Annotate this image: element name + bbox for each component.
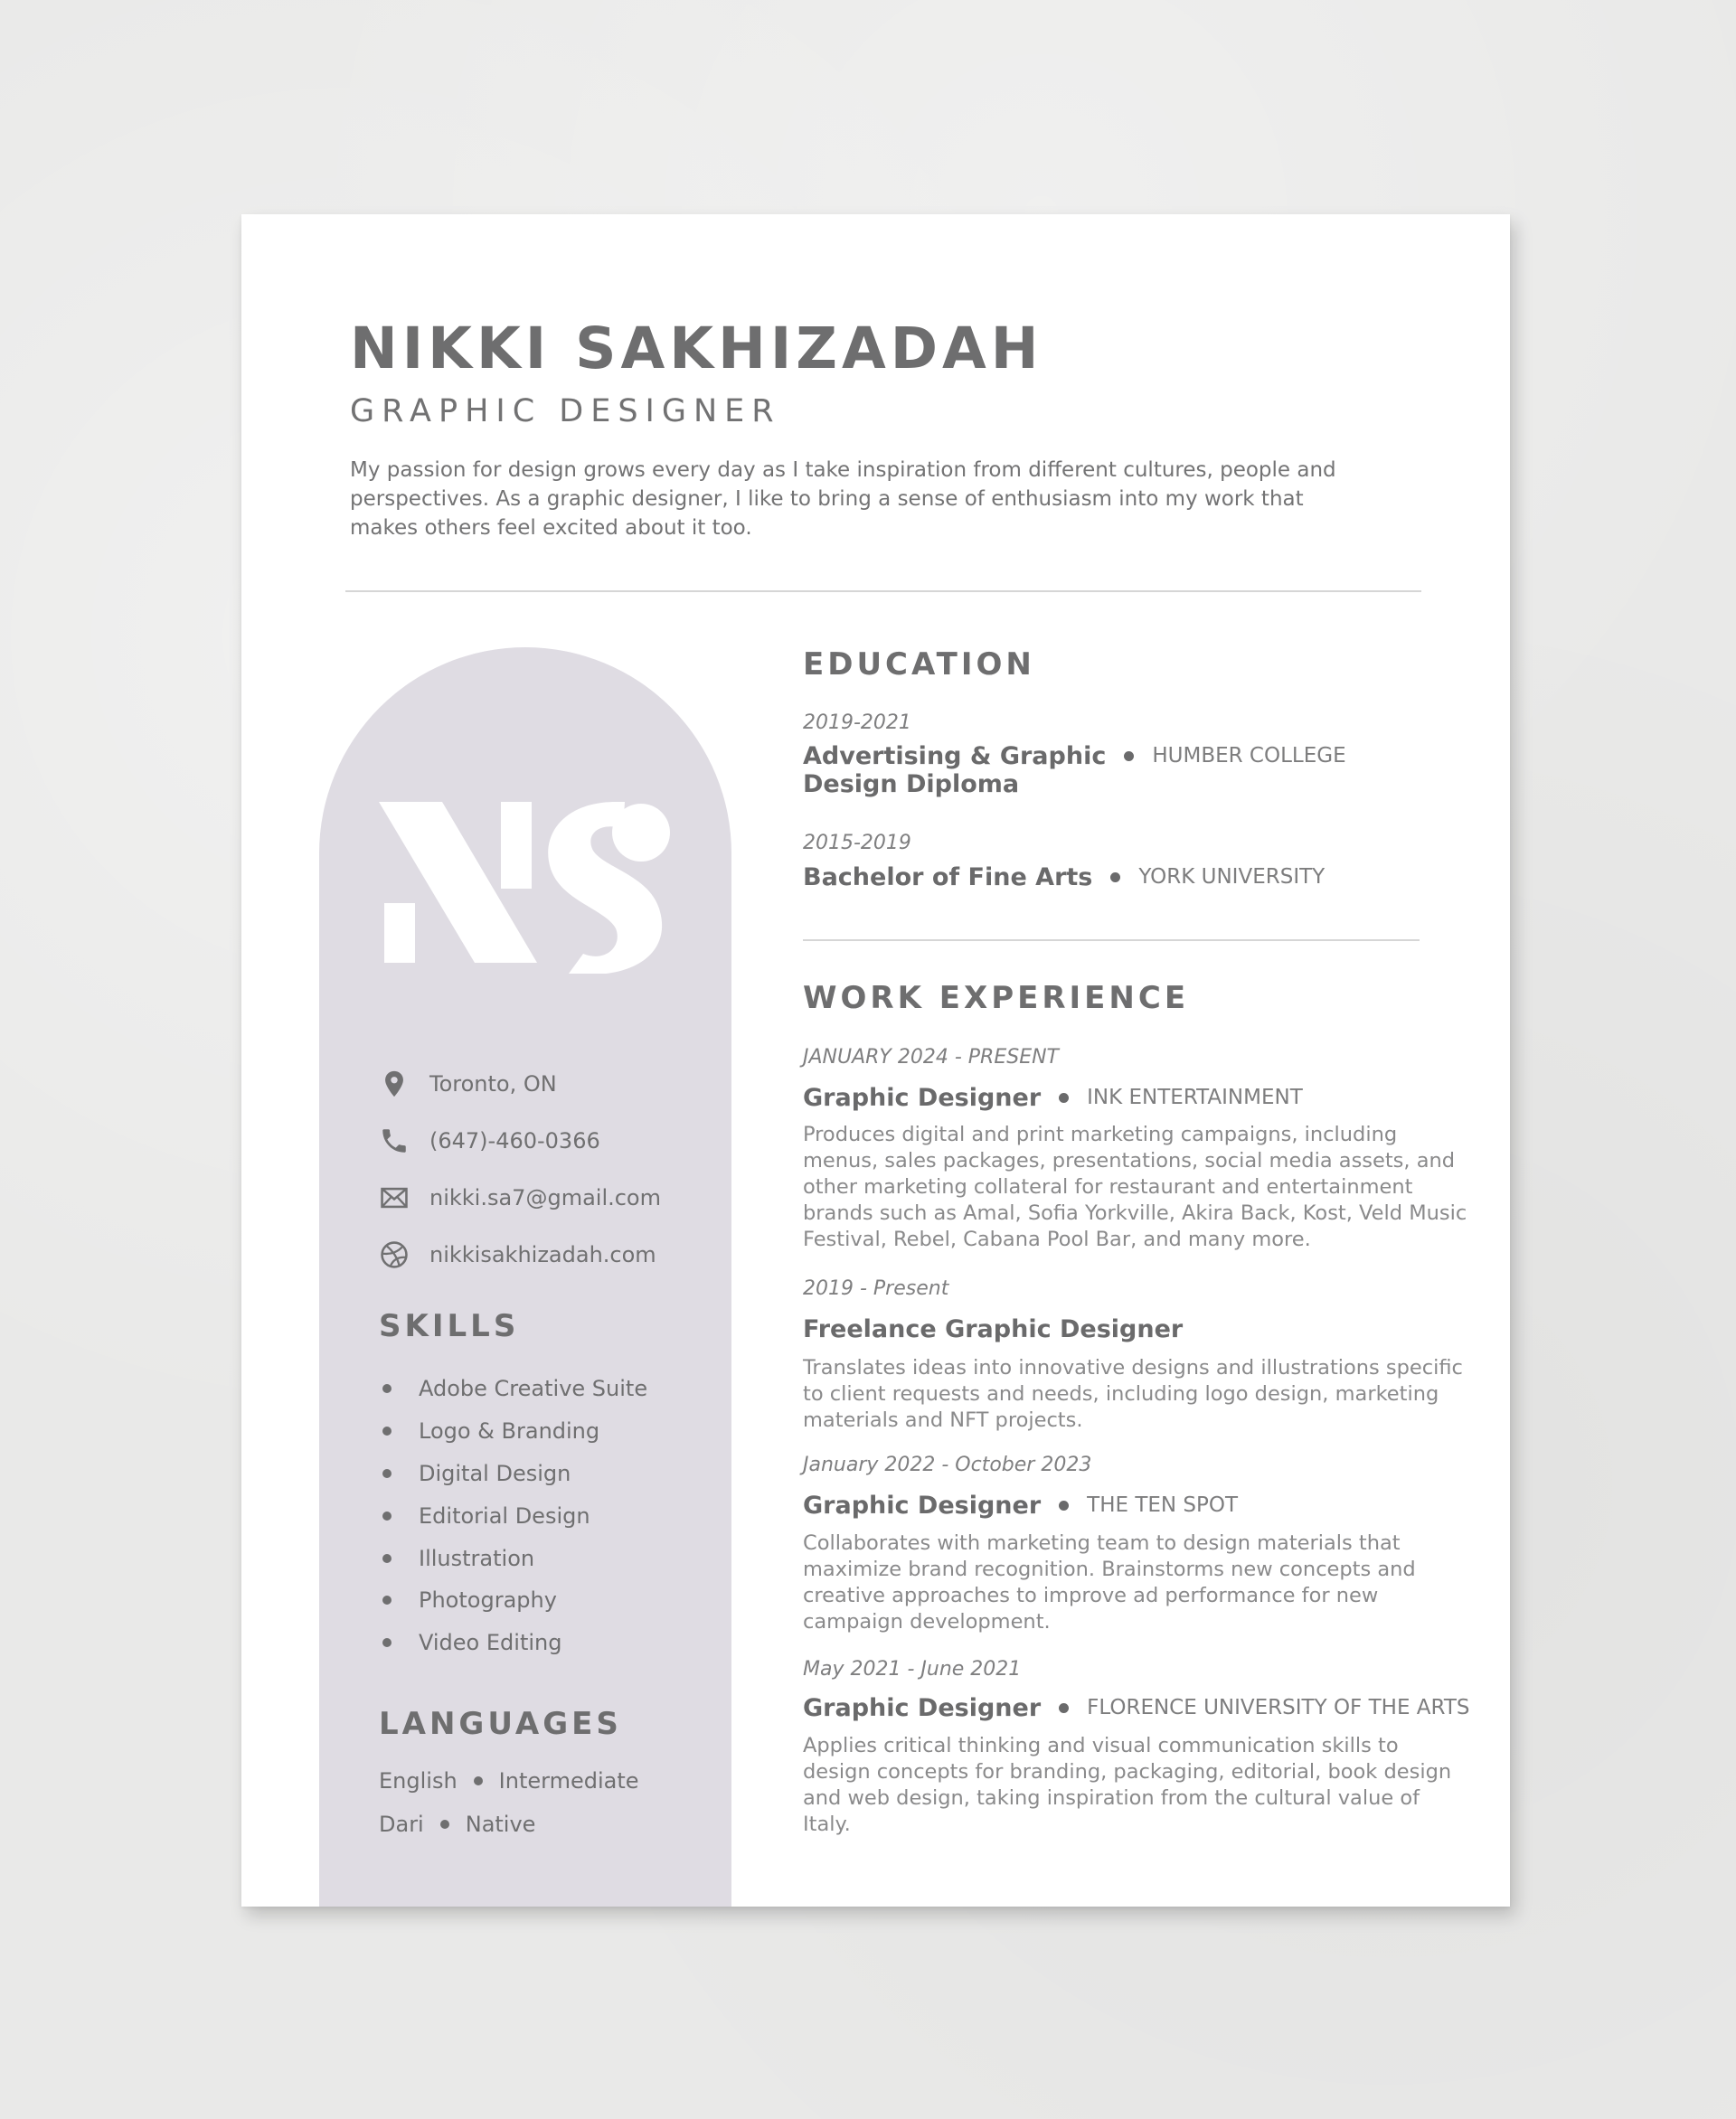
- work-description: Collaborates with marketing team to design materials that maximize brand recognition. Brainstorms new concepts and creative approaches to improve ad performance for new campaign development.: [803, 1531, 1416, 1634]
- header-divider: [345, 590, 1421, 592]
- company-name: FLORENCE UNIVERSITY OF THE ARTS: [1087, 1696, 1470, 1719]
- skill-item: Photography: [382, 1585, 557, 1615]
- work-entry-title: [803, 1084, 1303, 1112]
- language-level: Native: [465, 1812, 536, 1837]
- contact-website[interactable]: [379, 1237, 656, 1273]
- contact-phone: [379, 1123, 600, 1159]
- bullet-icon: [1059, 1501, 1069, 1511]
- bullet-icon: [382, 1512, 392, 1521]
- education-dates: 2019-2021: [803, 711, 911, 734]
- work-dates: May 2021 - June 2021: [803, 1658, 1022, 1681]
- phone-text: (647)-460-0366: [429, 1128, 600, 1154]
- role-title: Graphic Designer: [803, 1694, 1042, 1722]
- education-dates: 2015-2019: [803, 832, 911, 854]
- section-divider: [803, 939, 1420, 941]
- bullet-icon: [382, 1596, 392, 1605]
- skills-heading: SKILLS: [379, 1308, 520, 1344]
- bullet-icon: [1124, 751, 1134, 761]
- work-dates: 2019 - Present: [803, 1277, 949, 1300]
- work-description: Translates ideas into innovative designs and illustrations specific to client requests and needs, including logo design, marketing materials and NFT projects.: [803, 1356, 1463, 1432]
- work-entry-title: [803, 1694, 1469, 1722]
- bullet-icon: [382, 1427, 392, 1436]
- degree-title: Bachelor of Fine Arts: [803, 863, 1093, 891]
- education-entry: [803, 742, 1346, 798]
- education-heading: EDUCATION: [803, 646, 1035, 683]
- languages-heading: LANGUAGES: [379, 1706, 622, 1742]
- contact-location: [379, 1066, 557, 1102]
- location-text: Toronto, ON: [429, 1071, 557, 1097]
- resume-page: [241, 214, 1510, 1907]
- bullet-icon: [382, 1554, 392, 1563]
- company-name: INK ENTERTAINMENT: [1087, 1086, 1303, 1109]
- degree-title: Advertising & Graphic Design Diploma: [803, 742, 1107, 798]
- skill-item: Logo & Branding: [382, 1416, 599, 1446]
- work-description: Produces digital and print marketing campaigns, including menus, sales packages, presentations, social media assets, and other marketing collateral for restaurant and entertainment brands such as Amal, Sofia Yorkville, Akira Back, Kost, Veld Music Festival, Rebel, Cabana Pool Bar, and many more.: [803, 1123, 1467, 1251]
- bullet-icon: [1059, 1093, 1069, 1103]
- skill-item: Editorial Design: [382, 1501, 590, 1531]
- envelope-icon: [379, 1182, 410, 1213]
- website-link[interactable]: nikkisakhizadah.com: [429, 1242, 656, 1267]
- work-description: Applies critical thinking and visual communication skills to design concepts for branding, packaging, editorial, book design and web design, taking inspiration from the cultural value of Italy.: [803, 1734, 1452, 1836]
- bullet-icon: [382, 1384, 392, 1393]
- work-heading: WORK EXPERIENCE: [803, 980, 1190, 1016]
- language-name: English: [379, 1768, 458, 1794]
- dribbble-icon: [379, 1239, 410, 1270]
- school-name: YORK UNIVERSITY: [1138, 865, 1326, 889]
- email-link[interactable]: nikki.sa7@gmail.com: [429, 1185, 661, 1210]
- job-title: GRAPHIC DESIGNER: [350, 393, 781, 429]
- company-name: THE TEN SPOT: [1087, 1493, 1239, 1517]
- role-title: Graphic Designer: [803, 1084, 1042, 1112]
- location-pin-icon: [379, 1069, 410, 1099]
- candidate-name: NIKKI SAKHIZADAH: [350, 315, 1043, 381]
- contact-email[interactable]: [379, 1180, 661, 1216]
- skill-item: Video Editing: [382, 1627, 561, 1658]
- role-title: Freelance Graphic Designer: [803, 1315, 1184, 1343]
- skill-item: Digital Design: [382, 1458, 571, 1489]
- bullet-icon: [474, 1776, 483, 1785]
- skill-item: Illustration: [382, 1543, 534, 1574]
- skill-item: Adobe Creative Suite: [382, 1373, 647, 1404]
- language-item: [379, 1809, 535, 1840]
- bullet-icon: [382, 1469, 392, 1478]
- monogram-logo: [379, 802, 677, 974]
- bullet-icon: [382, 1638, 392, 1647]
- summary-text: My passion for design grows every day as I take inspiration from different cultures, people and perspectives. As a graphic designer, I like to bring a sense of enthusiasm into my work that makes others feel excited about it too.: [350, 458, 1336, 540]
- language-level: Intermediate: [498, 1768, 639, 1794]
- work-dates: JANUARY 2024 - PRESENT: [803, 1046, 1059, 1069]
- bullet-icon: [440, 1820, 449, 1829]
- school-name: HUMBER COLLEGE: [1152, 744, 1346, 768]
- language-item: [379, 1766, 639, 1796]
- phone-icon: [379, 1125, 410, 1156]
- bullet-icon: [1110, 872, 1120, 882]
- work-entry-title: [803, 1492, 1238, 1520]
- role-title: Graphic Designer: [803, 1492, 1042, 1520]
- education-entry: [803, 863, 1325, 891]
- work-dates: January 2022 - October 2023: [803, 1454, 1092, 1476]
- bullet-icon: [1059, 1703, 1069, 1713]
- work-entry-title: [803, 1315, 1183, 1343]
- language-name: Dari: [379, 1812, 424, 1837]
